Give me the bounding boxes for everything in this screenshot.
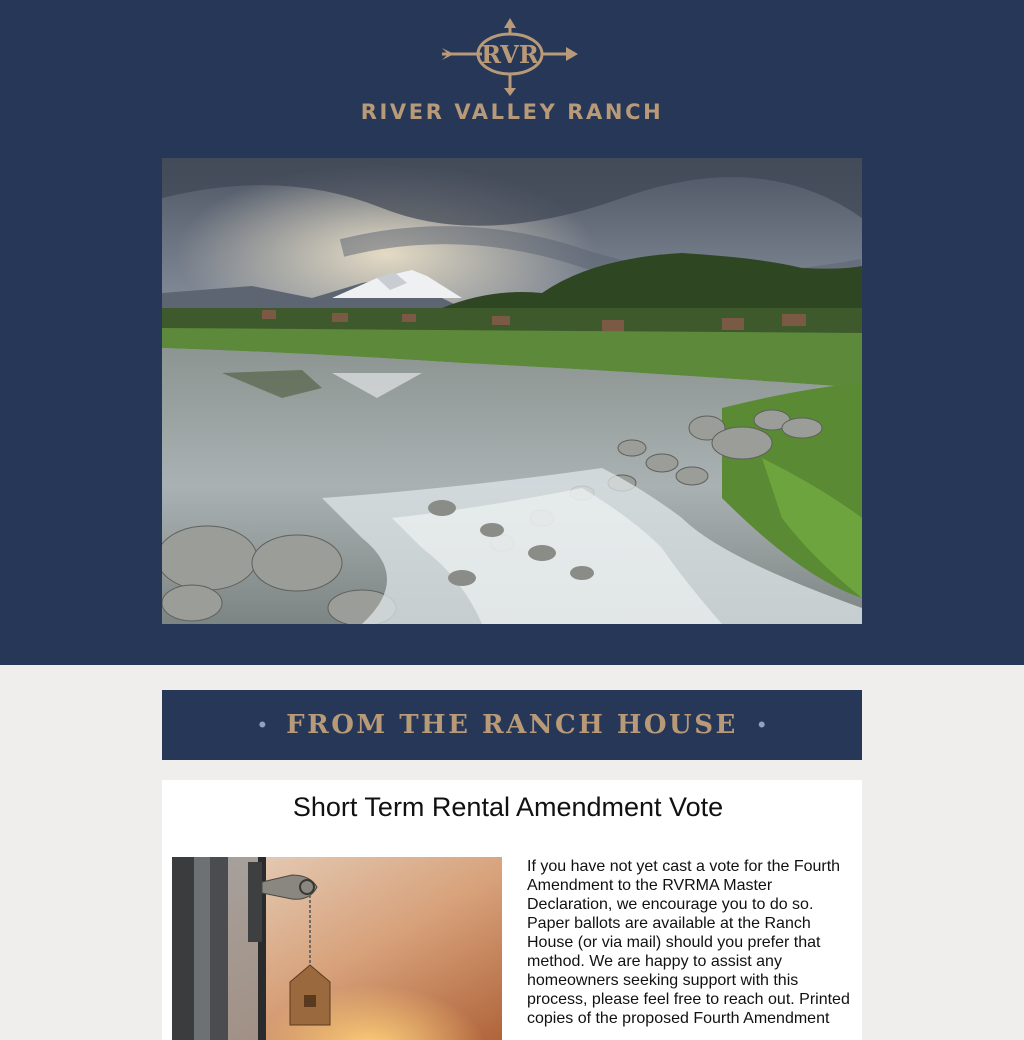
bullet-icon: • [757, 712, 766, 737]
logo-monogram: RVR [481, 40, 539, 69]
hero-photo[interactable] [162, 158, 862, 624]
bullet-icon: • [258, 712, 267, 737]
section-title: FROM THE RANCH HOUSE [286, 710, 738, 740]
article-card [162, 780, 862, 1040]
rvr-logo-icon[interactable] [440, 18, 584, 98]
article-body: If you have not yet cast a vote for the Fourth Amendment to the RVRMA Master Declaration, we encourage you to do so. Paper ballots are available at the Ranch House (or via mail) should you prefer that method. We are happy to assist any homeowners seeking support with this process, please feel free to reach out. Printed copies of the proposed Fourth Amendment [527, 858, 850, 1027]
section-header [162, 690, 862, 760]
house-key-photo[interactable] [172, 857, 502, 1040]
article-title[interactable]: Short Term Rental Amendment Vote [292, 792, 724, 822]
brand-name: RIVER VALLEY RANCH [360, 100, 664, 124]
